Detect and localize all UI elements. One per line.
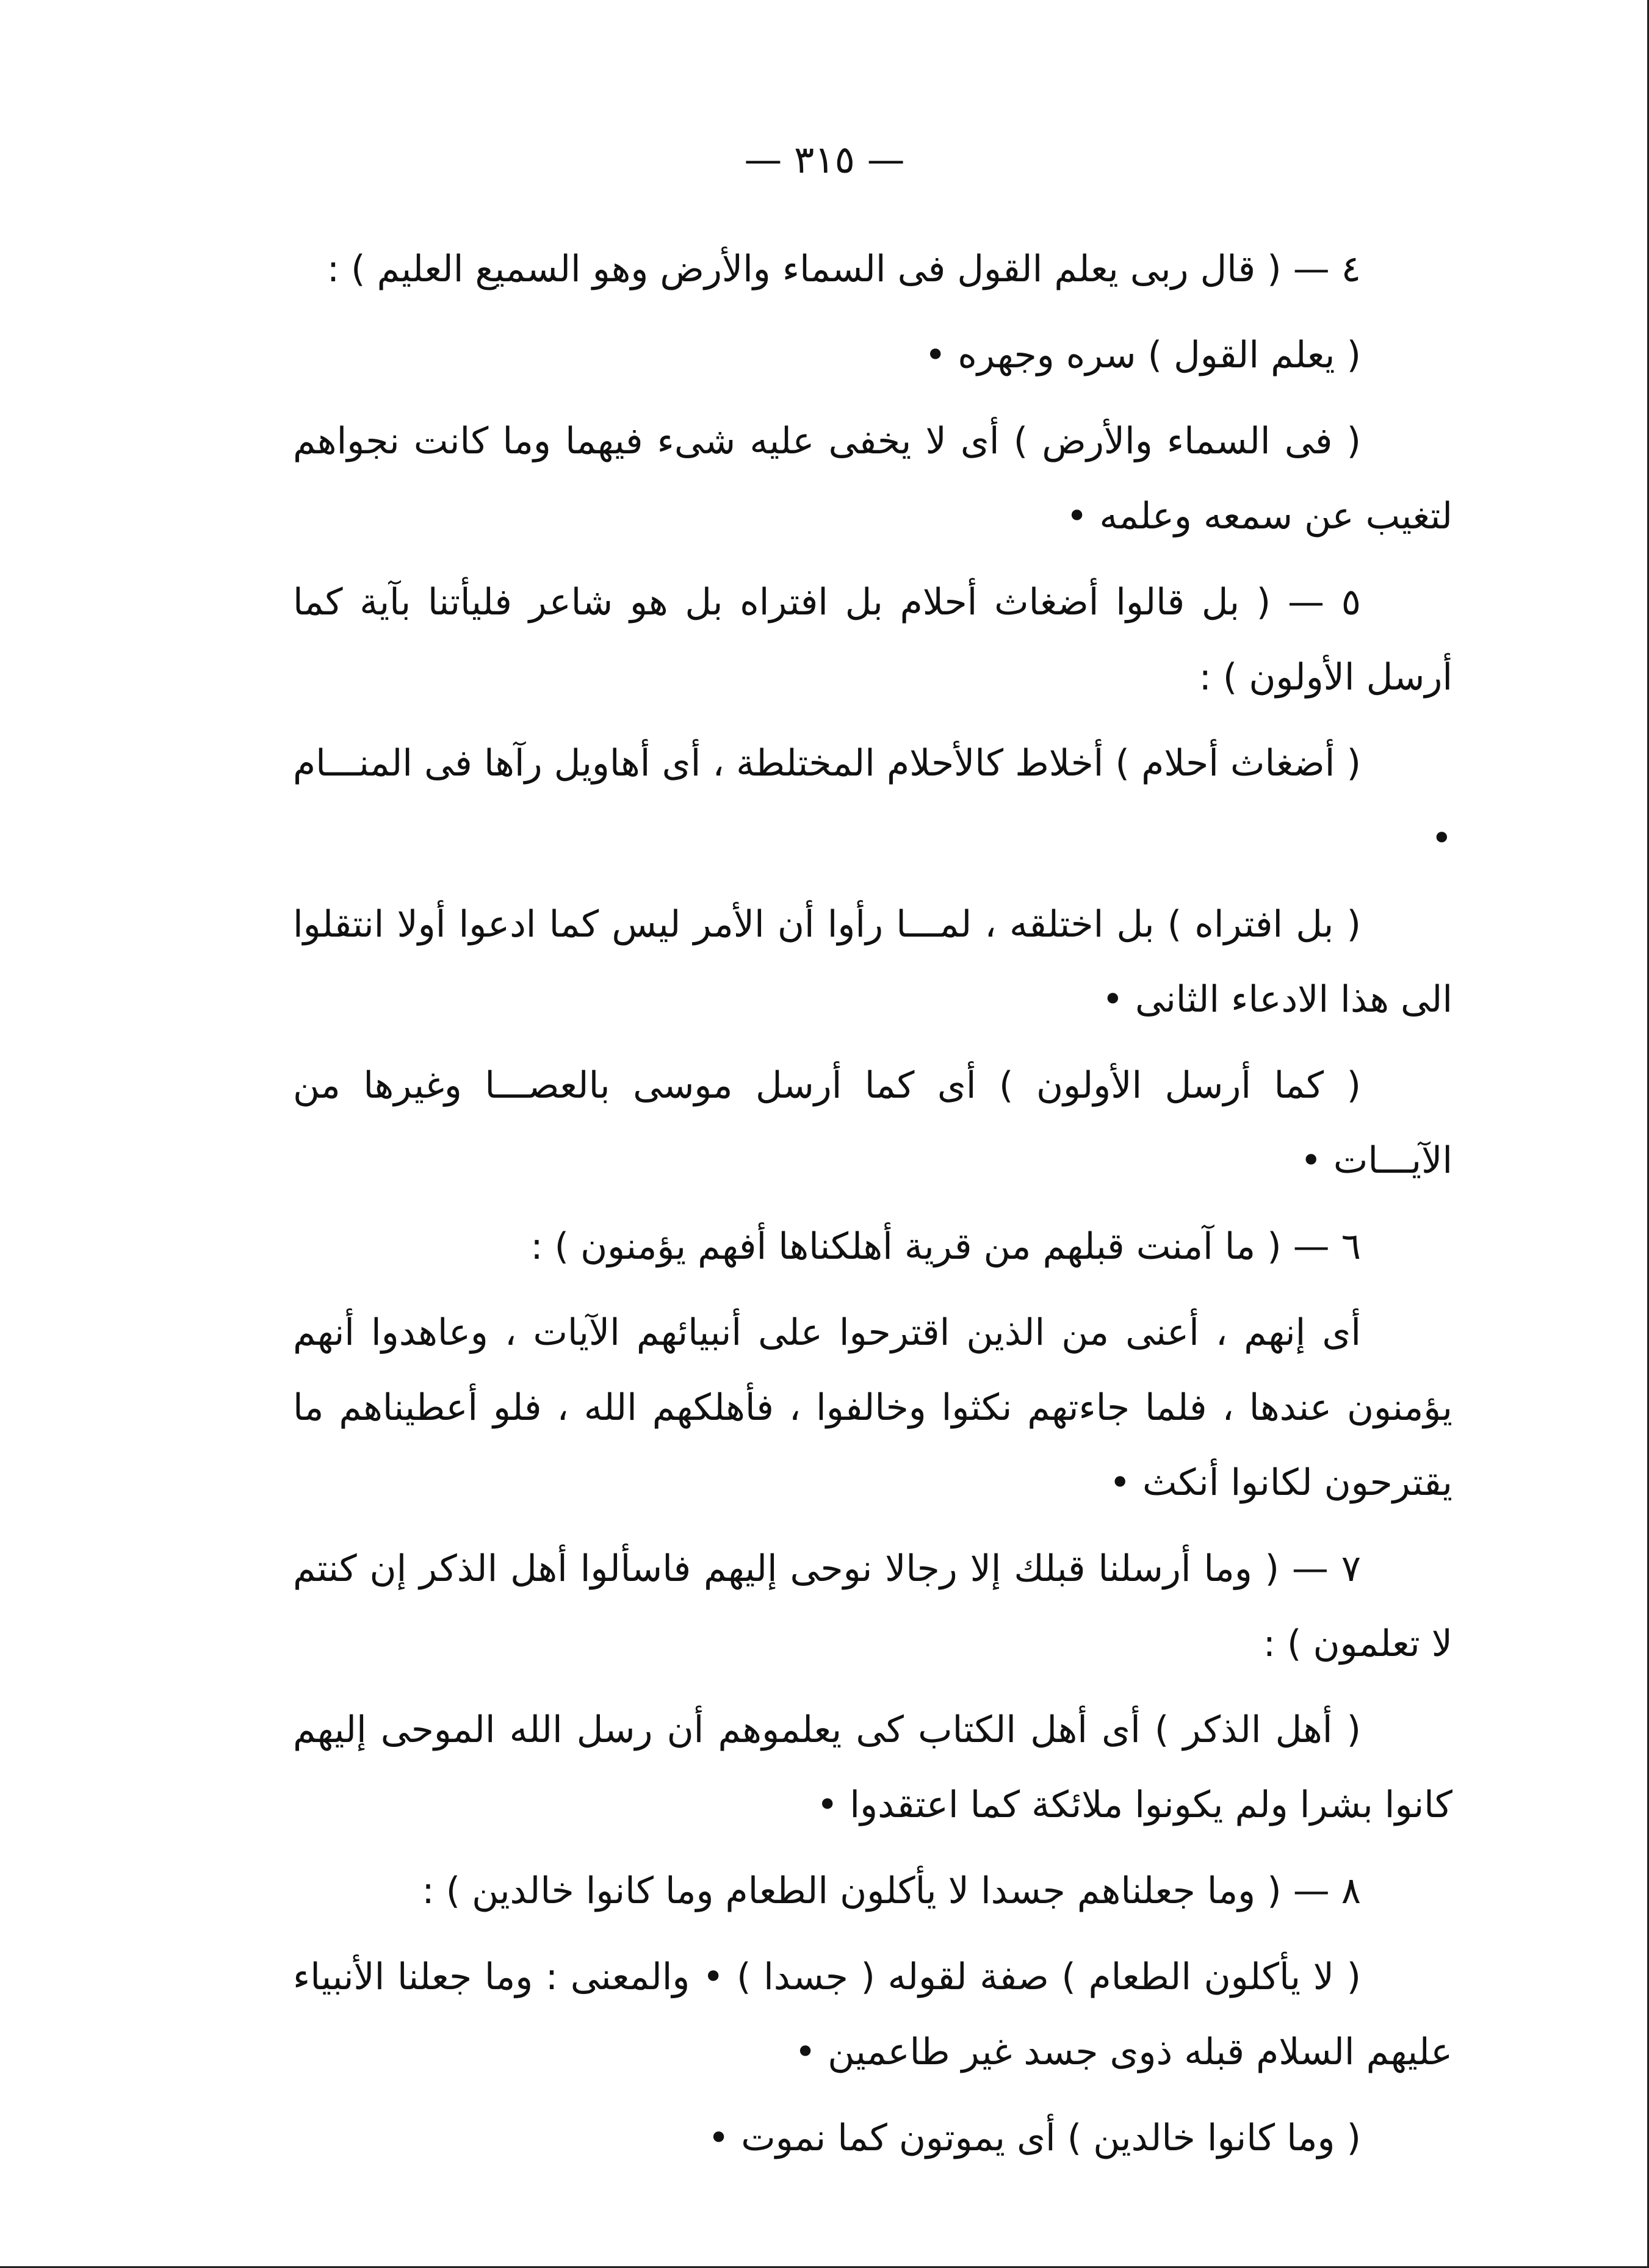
verse-8: ٨ — ( وما جعلناهم جسدا لا يأكلون الطعام وما كانوا خالدين ) : [422,1870,1361,1912]
verse-4: ٤ — ( قال ربى يعلم القول فى السماء والأرض وهو السميع العليم ) : [327,248,1361,290]
gloss-paragraph: ( بل افتراه ) بل اختلقه ، لمـــا رأوا أن الأمر ليس كما ادعوا أولا انتقلوا الى هذا الادعاء الثانى • [293,903,1452,1021]
verse-6: ٦ — ( ما آمنت قبلهم من قرية أهلكناها أفهم يؤمنون ) : [530,1225,1361,1268]
commentary-text [293,232,1452,2187]
gloss-paragraph: ( وما كانوا خالدين ) أى يموتون كما نموت • [707,2117,1361,2159]
verse-7: ٧ — ( وما أرسلنا قبلك إلا رجالا نوحى إليهم فاسألوا أهل الذكر إن كنتم لا تعلمون ) : [293,1547,1452,1665]
gloss-paragraph: ( أهل الذكر ) أى أهل الكتاب كى يعلموهم أن رسل الله الموحى إليهم كانوا بشرا ولم يكونوا ملائكة كما اعتقدوا • [293,1708,1452,1826]
gloss-paragraph: ( لا يأكلون الطعام ) صفة لقوله ( جسدا ) • والمعنى : وما جعلنا الأنبياء عليهم السلام قبله ذوى جسد غير طاعمين • [293,1956,1452,2073]
gloss-paragraph: ( فى السماء والأرض ) أى لا يخفى عليه شىء فيهما وما كانت نجواهم لتغيب عن سمعه وعلمه • [293,420,1452,538]
verse-5: ٥ — ( بل قالوا أضغاث أحلام بل افتراه بل هو شاعر فليأتنا بآية كما أرسل الأولون ) : [293,581,1452,699]
gloss-paragraph: ( يعلم القول ) سره وجهره • [924,334,1361,376]
gloss-paragraph: ( كما أرسل الأولون ) أى كما أرسل موسى بالعصـــا وغيرها من الآيـــات • [293,1064,1452,1182]
page-number: — ٣١٥ — [744,137,905,182]
gloss-paragraph: أى إنهم ، أعنى من الذين اقترحوا على أنبيائهم الآيات ، وعاهدوا أنهم يؤمنون عندها ، فلما جاءتهم نكثوا وخالفوا ، فأهلكهم الله ، فلو أعطيناهم ما يقترحون لكانوا أنكث • [293,1311,1452,1504]
gloss-paragraph: ( أضغاث أحلام ) أخلاط كالأحلام المختلطة ، أى أهاويل رآها فى المنـــام • [293,742,1452,860]
